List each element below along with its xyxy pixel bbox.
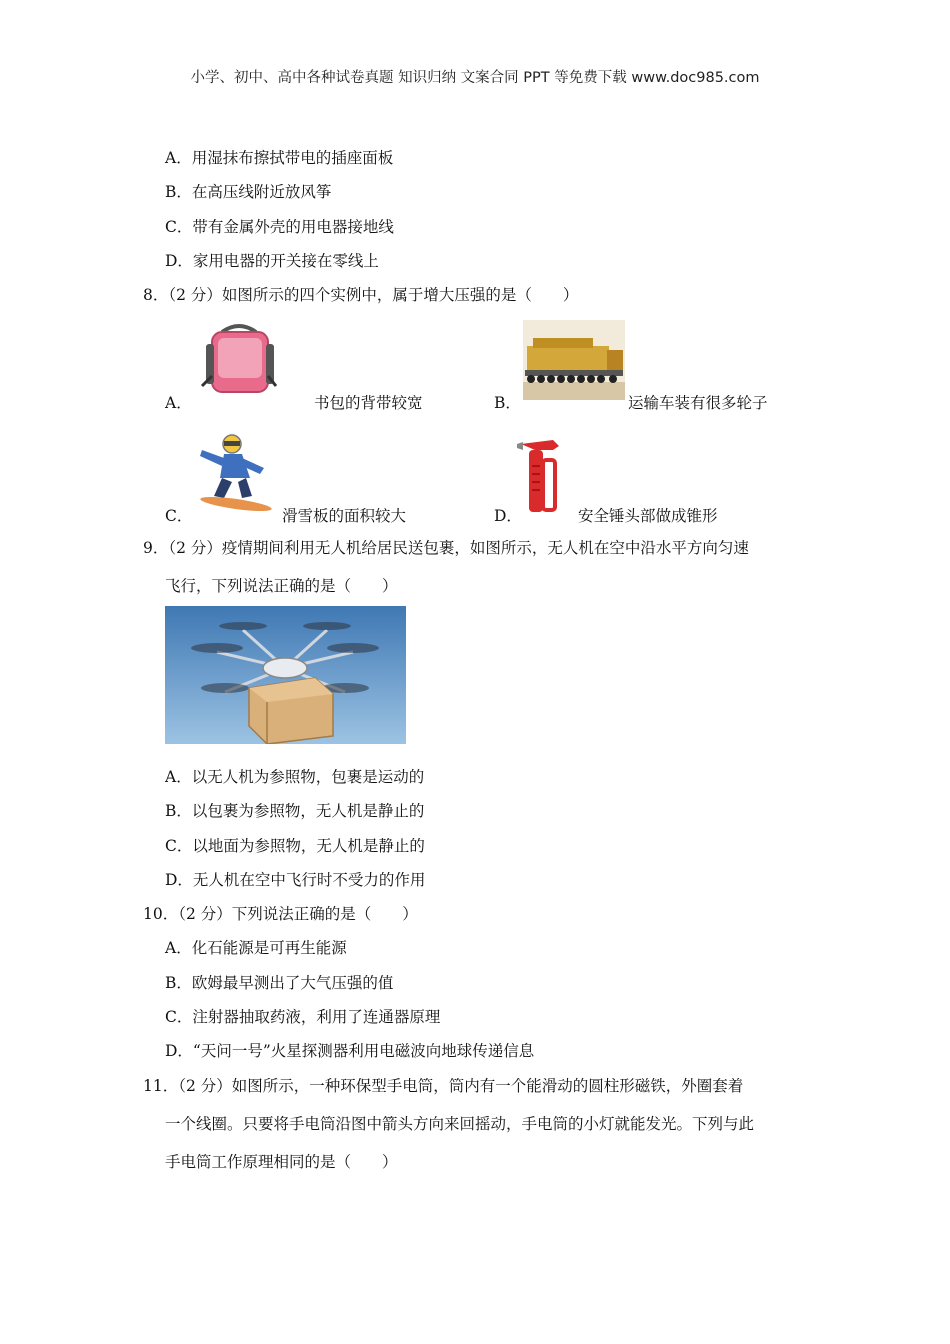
q7-option-b: B．在高压线附近放风筝 [165, 183, 332, 201]
q10-option-c: C．注射器抽取药液，利用了连通器原理 [165, 1008, 441, 1026]
q7-option-a: A．用湿抹布擦拭带电的插座面板 [165, 149, 394, 167]
q9-option-b: B．以包裹为参照物，无人机是静止的 [165, 802, 425, 820]
q10-option-a: A．化石能源是可再生能源 [165, 939, 347, 957]
q8-option-c-letter: C． [165, 507, 193, 525]
safety-hammer-image [513, 436, 573, 518]
q10-option-b: B．欧姆最早测出了大气压强的值 [165, 974, 394, 992]
q9-option-c: C．以地面为参照物，无人机是静止的 [165, 837, 425, 855]
page-header: 小学、初中、高中各种试卷真题 知识归纳 文案合同 PPT 等免费下载 www.doc985.com [190, 70, 760, 86]
q8-stem: 8．（2 分）如图所示的四个实例中，属于增大压强的是（ ） [143, 286, 579, 304]
q8-option-a-text: 书包的背带较宽 [314, 394, 423, 412]
snowboarder-image [194, 432, 280, 516]
q8-option-d-text: 安全锤头部做成锥形 [578, 507, 718, 525]
q8-option-a-letter: A． [165, 394, 192, 412]
q11-stem-line2: 一个线圈。只要将手电筒沿图中箭头方向来回摇动，手电筒的小灯就能发光。下列与此 [165, 1115, 755, 1133]
q9-option-d: D．无人机在空中飞行时不受力的作用 [165, 871, 426, 889]
q10-option-d: D．“天问一号”火星探测器利用电磁波向地球传递信息 [165, 1042, 535, 1060]
q10-stem: 10．（2 分）下列说法正确的是（ ） [143, 905, 418, 923]
q8-option-b-letter: B． [494, 394, 521, 412]
q11-stem-line1: 11．（2 分）如图所示，一种环保型手电筒，筒内有一个能滑动的圆柱形磁铁，外圈套着 [143, 1077, 744, 1095]
q8-option-d-letter: D． [494, 507, 522, 525]
drone-delivery-image [165, 606, 406, 744]
q8-option-c-text: 滑雪板的面积较大 [282, 507, 407, 525]
q8-option-b-text: 运输车装有很多轮子 [628, 394, 768, 412]
q7-option-d: D．家用电器的开关接在零线上 [165, 252, 379, 270]
q9-option-a: A．以无人机为参照物，包裹是运动的 [165, 768, 425, 786]
q9-stem-line1: 9．（2 分）疫情期间利用无人机给居民送包裹，如图所示，无人机在空中沿水平方向匀速 [143, 539, 749, 557]
q7-option-c: C．带有金属外壳的用电器接地线 [165, 218, 394, 236]
q11-stem-line3: 手电筒工作原理相同的是（ ） [165, 1153, 398, 1171]
backpack-image [196, 322, 282, 400]
transport-truck-image [523, 320, 625, 400]
q9-stem-line2: 飞行，下列说法正确的是（ ） [165, 577, 398, 595]
